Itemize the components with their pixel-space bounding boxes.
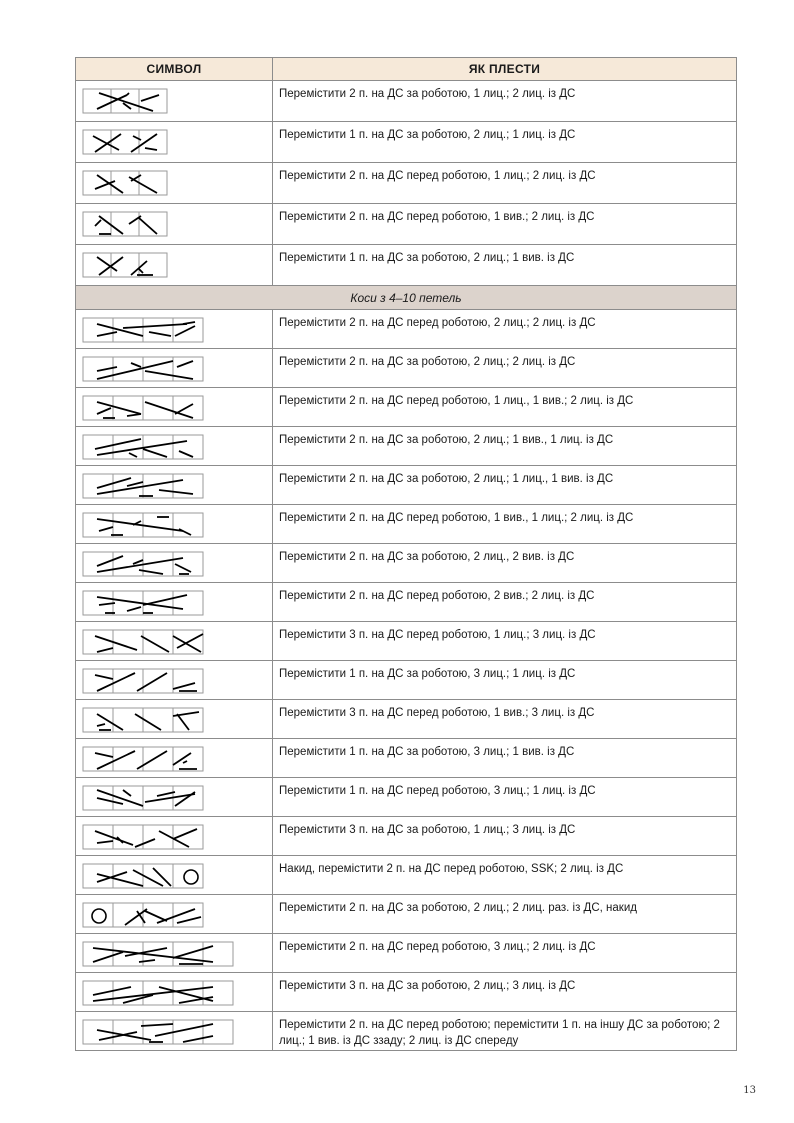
table-row — [76, 310, 737, 349]
instruction-text: Перемістити 2 п. на ДС за роботою, 2 лиц.; 2 лиц. із ДС — [273, 349, 737, 388]
table-row — [76, 245, 737, 286]
section-title: Коси з 4–10 петель — [76, 286, 737, 310]
symbol-cell — [76, 122, 273, 163]
table-row — [76, 388, 737, 427]
instruction-text: Перемістити 3 п. на ДС за роботою, 1 лиц.; 3 лиц. із ДС — [273, 817, 737, 856]
how-to-knit-column-header: ЯК ПЛЕСТИ — [273, 58, 737, 81]
instruction-text: Перемістити 2 п. на ДС перед роботою, 1 вив.; 2 лиц. із ДС — [273, 204, 737, 245]
cable-1-2-right-purl-icon — [82, 252, 168, 278]
instruction-text: Перемістити 2 п. на ДС перед роботою, 3 лиц.; 2 лиц. із ДС — [273, 934, 737, 973]
symbol-cell — [76, 245, 273, 286]
symbol-cell — [76, 204, 273, 245]
table-row — [76, 81, 737, 122]
instruction-text: Перемістити 2 п. на ДС за роботою, 1 лиц.; 2 лиц. із ДС — [273, 81, 737, 122]
instruction-text: Перемістити 2 п. на ДС за роботою, 2 лиц.; 1 вив., 1 лиц. із ДС — [273, 427, 737, 466]
symbol-cell — [76, 349, 273, 388]
symbol-cell — [76, 427, 273, 466]
symbol-cell — [76, 1012, 273, 1051]
instruction-text: Перемістити 1 п. на ДС за роботою, 2 лиц.; 1 лиц. із ДС — [273, 122, 737, 163]
cable-2-1-1-right-icon — [82, 434, 204, 460]
symbol-cell — [76, 895, 273, 934]
symbol-cell — [76, 81, 273, 122]
symbol-cell — [76, 700, 273, 739]
cable-2-1-left-purl-icon — [82, 211, 168, 237]
cable-2-2-right-purl-icon — [82, 551, 204, 577]
instruction-text: Перемістити 3 п. на ДС перед роботою, 1 лиц.; 3 лиц. із ДС — [273, 622, 737, 661]
table-row — [76, 778, 737, 817]
table-row — [76, 466, 737, 505]
rows-large-cables — [76, 310, 737, 1051]
cable-1-1-2-left-icon — [82, 512, 204, 538]
instruction-text: Перемістити 2 п. на ДС перед роботою, 1 лиц., 1 вив.; 2 лиц. із ДС — [273, 388, 737, 427]
cable-1-3-right-icon — [82, 668, 204, 694]
table-row — [76, 505, 737, 544]
symbol-cell — [76, 163, 273, 204]
instruction-text: Перемістити 3 п. на ДС за роботою, 2 лиц.; 3 лиц. із ДС — [273, 973, 737, 1012]
instruction-text: Перемістити 1 п. на ДС за роботою, 3 лиц.; 1 лиц. із ДС — [273, 661, 737, 700]
instruction-text: Перемістити 3 п. на ДС перед роботою, 1 вив.; 3 лиц. із ДС — [273, 700, 737, 739]
table-header-row — [76, 58, 737, 81]
table-row — [76, 1012, 737, 1051]
instruction-text: Перемістити 1 п. на ДС за роботою, 3 лиц.; 1 вив. із ДС — [273, 739, 737, 778]
table-row — [76, 163, 737, 204]
cable-3-1-left-purl-icon — [82, 707, 204, 733]
table-row — [76, 583, 737, 622]
instruction-text: Перемістити 2 п. на ДС перед роботою, 1 вив., 1 лиц.; 2 лиц. із ДС — [273, 505, 737, 544]
instruction-text: Перемістити 2 п. на ДС за роботою, 2 лиц., 2 вив. із ДС — [273, 544, 737, 583]
cable-1-3-left-icon — [82, 785, 204, 811]
instruction-text: Перемістити 2 п. на ДС перед роботою, 2 вив.; 2 лиц. із ДС — [273, 583, 737, 622]
symbol-cell — [76, 739, 273, 778]
table-row — [76, 122, 737, 163]
rows-basic-cables — [76, 81, 737, 286]
cable-3-2-right-icon — [82, 980, 234, 1006]
symbol-cell — [76, 817, 273, 856]
table-row — [76, 934, 737, 973]
cable-k2tog-yo-icon — [82, 902, 204, 928]
cable-3-1-left-icon — [82, 629, 204, 655]
symbol-cell — [76, 310, 273, 349]
cable-2-1-1-left-icon — [82, 395, 204, 421]
table-row — [76, 817, 737, 856]
instruction-text: Перемістити 1 п. на ДС перед роботою, 3 лиц.; 1 лиц. із ДС — [273, 778, 737, 817]
cable-3-1-right-icon — [82, 824, 204, 850]
cable-yo-ssk-icon — [82, 863, 204, 889]
symbol-cell — [76, 388, 273, 427]
symbol-cell — [76, 622, 273, 661]
cable-1-2-right-icon — [82, 129, 168, 155]
instruction-text: Перемістити 2 п. на ДС перед роботою, 1 лиц.; 2 лиц. із ДС — [273, 163, 737, 204]
stitch-legend-table — [75, 57, 737, 1051]
cable-2-3-left-icon — [82, 941, 234, 967]
instruction-text: Перемістити 2 п. на ДС за роботою, 2 лиц.; 1 лиц., 1 вив. із ДС — [273, 466, 737, 505]
table-row — [76, 973, 737, 1012]
symbol-cell — [76, 544, 273, 583]
symbol-cell — [76, 973, 273, 1012]
table-row — [76, 544, 737, 583]
instruction-text: Перемістити 1 п. на ДС за роботою, 2 лиц.; 1 вив. із ДС — [273, 245, 737, 286]
table-row — [76, 895, 737, 934]
table-row — [76, 622, 737, 661]
symbol-cell — [76, 934, 273, 973]
table-row — [76, 204, 737, 245]
section-row — [76, 286, 737, 310]
cable-2-1-2-left-icon — [82, 1019, 234, 1045]
symbol-column-header: СИМВОЛ — [76, 58, 273, 81]
symbol-cell — [76, 661, 273, 700]
table-row — [76, 700, 737, 739]
cable-2-1-right-icon — [82, 88, 168, 114]
symbol-cell — [76, 466, 273, 505]
page-number: 13 — [743, 1085, 756, 1096]
cable-2-1-1-right-b-icon — [82, 473, 204, 499]
instruction-text: Перемістити 2 п. на ДС за роботою, 2 лиц.; 2 лиц. раз. із ДС, накид — [273, 895, 737, 934]
cable-2-2-right-icon — [82, 356, 204, 382]
cable-2-2-left-purl-icon — [82, 590, 204, 616]
symbol-cell — [76, 778, 273, 817]
cable-2-2-left-icon — [82, 317, 204, 343]
table-row — [76, 856, 737, 895]
symbol-cell — [76, 583, 273, 622]
table-row — [76, 427, 737, 466]
cable-1-3-right-purl-icon — [82, 746, 204, 772]
instruction-text: Перемістити 2 п. на ДС перед роботою, 2 лиц.; 2 лиц. із ДС — [273, 310, 737, 349]
table-row — [76, 661, 737, 700]
instruction-text: Накид, перемістити 2 п. на ДС перед роботою, SSK; 2 лиц. із ДС — [273, 856, 737, 895]
cable-2-1-left-icon — [82, 170, 168, 196]
instruction-text: Перемістити 2 п. на ДС перед роботою; перемістити 1 п. на іншу ДС за роботою; 2 лиц.; 1 вив. із ДС ззаду; 2 лиц. із ДС спереду — [273, 1012, 737, 1051]
symbol-cell — [76, 856, 273, 895]
table-row — [76, 349, 737, 388]
symbol-cell — [76, 505, 273, 544]
table-row — [76, 739, 737, 778]
